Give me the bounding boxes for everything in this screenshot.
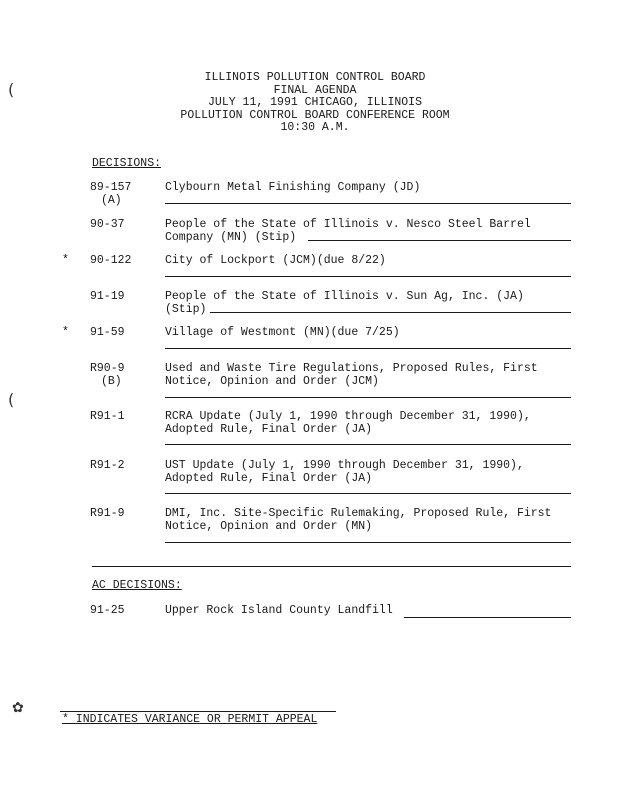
footnote-rule: [60, 711, 336, 712]
item-description: [165, 459, 577, 485]
vote-line: [165, 276, 571, 277]
variance-star: *: [62, 254, 69, 267]
punch-mark-icon: (: [8, 390, 15, 409]
docket-number: 89-157: [90, 181, 132, 194]
description-line-1: City of Lockport (JCM)(due 8/22): [165, 254, 386, 267]
vote-line: [165, 444, 571, 445]
docket-number: 91-19: [90, 290, 125, 303]
section-divider: [92, 566, 571, 567]
description-line-1: RCRA Update (July 1, 1990 through December 31, 1990),: [165, 410, 531, 423]
variance-star: *: [62, 326, 69, 339]
docket-number: R90-9: [90, 362, 125, 375]
punch-mark-icon: (: [8, 80, 15, 99]
agenda-header: [150, 72, 480, 135]
description-line-1: People of the State of Illinois v. Nesco Steel Barrel: [165, 218, 531, 231]
description-line-1: UST Update (July 1, 1990 through December 31, 1990),: [165, 459, 524, 472]
item-description: [165, 326, 577, 339]
description-line-2: Adopted Rule, Final Order (JA): [165, 423, 373, 436]
item-description: [165, 507, 577, 533]
vote-line: [165, 493, 571, 494]
item-description: [165, 362, 577, 388]
description-line-2: Notice, Opinion and Order (MN): [165, 520, 373, 533]
description-line-1: Used and Waste Tire Regulations, Proposed Rules, First: [165, 362, 538, 375]
vote-line: [165, 348, 571, 349]
board-name: ILLINOIS POLLUTION CONTROL BOARD: [204, 71, 426, 84]
docket-number: 91-59: [90, 326, 125, 339]
footnote: * INDICATES VARIANCE OR PERMIT APPEAL: [62, 713, 318, 726]
scan-smudge-icon: ✿: [12, 700, 24, 716]
ac-decisions-title: AC DECISIONS:: [92, 579, 182, 592]
item-description: [165, 181, 577, 194]
decisions-title: DECISIONS:: [92, 157, 162, 170]
meeting-room: POLLUTION CONTROL BOARD CONFERENCE ROOM: [180, 108, 450, 122]
vote-line: [210, 312, 571, 313]
docket-sub: (A): [101, 194, 122, 207]
description-line-1: Clybourn Metal Finishing Company (JD): [165, 181, 421, 194]
docket-sub: (B): [101, 375, 122, 388]
item-description: [165, 410, 577, 436]
docket-number: R91-2: [90, 459, 125, 472]
docket-number: 91-25: [90, 604, 125, 617]
docket-number: 90-37: [90, 218, 125, 231]
description-line-1: Upper Rock Island County Landfill: [165, 604, 393, 617]
item-description: [165, 604, 577, 617]
description-line-2: Notice, Opinion and Order (JCM): [165, 375, 379, 388]
description-line-2: Company (MN) (Stip): [165, 231, 297, 244]
vote-line: [165, 397, 571, 398]
docket-number: 90-122: [90, 254, 132, 267]
description-line-1: Village of Westmont (MN)(due 7/25): [165, 326, 400, 339]
item-description: [165, 254, 577, 267]
description-line-1: DMI, Inc. Site-Specific Rulemaking, Proposed Rule, First: [165, 507, 552, 520]
vote-line: [165, 203, 571, 204]
docket-number: R91-1: [90, 410, 125, 423]
docket-number: R91-9: [90, 507, 125, 520]
vote-line: [404, 617, 571, 618]
description-line-2: Adopted Rule, Final Order (JA): [165, 472, 373, 485]
agenda-type: FINAL AGENDA: [273, 83, 357, 97]
description-line-1: People of the State of Illinois v. Sun Ag, Inc. (JA): [165, 290, 524, 303]
description-line-2: (Stip): [165, 303, 207, 316]
meeting-date-location: JULY 11, 1991 CHICAGO, ILLINOIS: [208, 96, 422, 109]
vote-line: [165, 542, 571, 543]
meeting-time: 10:30 A.M.: [280, 121, 350, 134]
vote-line: [308, 240, 571, 241]
